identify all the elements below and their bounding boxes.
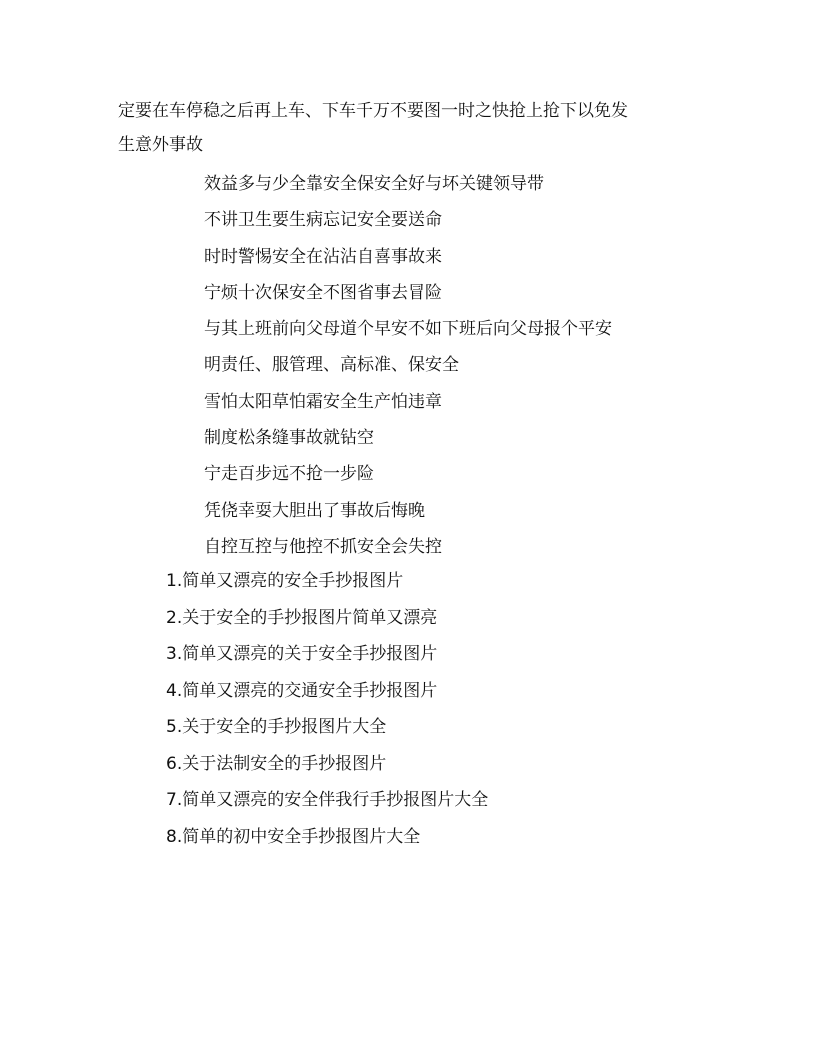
intro-paragraph: [118, 94, 708, 162]
slogan-item: 宁烦十次保安全不图省事去冒险: [204, 282, 442, 303]
slogan-item: 不讲卫生要生病忘记安全要送命: [204, 210, 442, 231]
intro-line: 生意外事故: [118, 135, 203, 155]
intro-line: 定要在车停稳之后再上车、下车千万不要图一时之快抢上抢下以免发: [118, 101, 628, 121]
slogan-item: 与其上班前向父母道个早安不如下班后向父母报个平安: [204, 319, 612, 340]
slogan-item: 宁走百步远不抢一步险: [204, 464, 374, 485]
related-article-item: 2.关于安全的手抄报图片简单又漂亮: [166, 607, 438, 628]
slogan-item: 明责任、服管理、高标准、保安全: [204, 355, 459, 376]
related-article-item: 1.简单又漂亮的安全手抄报图片: [166, 571, 404, 591]
related-article-item: 7.简单又漂亮的安全伴我行手抄报图片大全: [166, 790, 489, 810]
related-article-item: 6.关于法制安全的手抄报图片: [166, 753, 387, 774]
safety-slogan-list: [204, 166, 612, 565]
slogan-item: 自控互控与他控不抓安全会失控: [204, 536, 442, 557]
slogan-item: 凭侥幸耍大胆出了事故后悔晚: [204, 500, 425, 521]
related-article-item: 4.简单又漂亮的交通安全手抄报图片: [166, 680, 438, 701]
slogan-item: 雪怕太阳草怕霜安全生产怕违章: [204, 391, 442, 412]
slogan-item: 效益多与少全靠安全保安全好与坏关键领导带: [204, 174, 544, 194]
related-article-item: 5.关于安全的手抄报图片大全: [166, 717, 387, 737]
slogan-item: 时时警惕安全在沾沾自喜事故来: [204, 246, 442, 267]
related-article-item: 3.简单又漂亮的关于安全手抄报图片: [166, 644, 438, 664]
related-article-item: 8.简单的初中安全手抄报图片大全: [166, 826, 421, 847]
related-articles-list: [166, 563, 488, 855]
slogan-item: 制度松条缝事故就钻空: [204, 428, 374, 449]
